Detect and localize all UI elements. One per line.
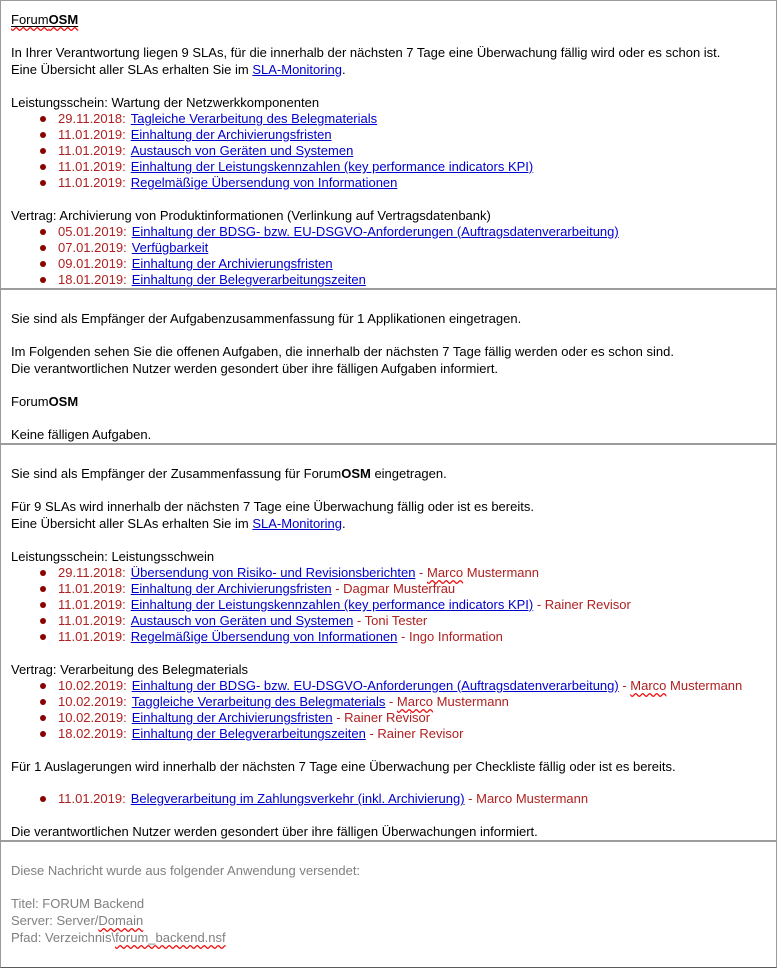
bullet-icon	[40, 699, 46, 705]
responsible-name: Ingo Information	[408, 629, 503, 644]
bullet-icon	[40, 618, 46, 624]
brand-bold: OSM	[48, 12, 79, 27]
group-heading-leistungsschwein: Leistungsschein: Leistungsschwein	[11, 549, 215, 564]
summary-line2-suffix: .	[341, 516, 346, 531]
due-date: 18.02.2019:	[58, 726, 127, 741]
bullet-icon	[40, 634, 46, 640]
bullet-icon	[40, 245, 46, 251]
brand-bold: OSM	[48, 394, 79, 409]
intro-line2	[11, 61, 768, 78]
section-divider	[1, 288, 776, 290]
tasks-info-line2: Die verantwortlichen Nutzer werden gesondert über ihre fälligen Aufgaben informiert.	[11, 361, 499, 376]
section-divider	[1, 840, 776, 842]
sla-link[interactable]: Einhaltung der Archivierungsfristen	[131, 256, 333, 271]
responsible-name: Mustermann	[666, 678, 743, 693]
bullet-icon	[40, 796, 46, 802]
sla-list-item	[1, 726, 776, 742]
sla-link[interactable]: Einhaltung der BDSG- bzw. EU-DSGVO-Anforderungen (Auftragsdatenverarbeitung)	[131, 678, 619, 693]
due-date: 11.01.2019:	[58, 597, 126, 612]
name-separator: -	[331, 581, 344, 596]
due-date: 10.02.2019:	[58, 710, 127, 725]
sla-link[interactable]: Übersendung von Risiko- und Revisionsberichten	[130, 565, 416, 580]
due-date: 07.01.2019:	[58, 240, 127, 255]
footer-pfad-prefix: Pfad: Verzeichnis\	[11, 930, 116, 945]
due-date: 29.11.2018:	[58, 111, 126, 126]
responsible-name: Mustermann	[463, 565, 539, 580]
due-date: 18.01.2019:	[58, 272, 127, 287]
due-date: 29.11.2018:	[58, 565, 126, 580]
summary-p1-suffix: eingetragen.	[370, 466, 447, 481]
section-divider	[1, 443, 776, 445]
name-separator: -	[397, 629, 409, 644]
name-separator: -	[464, 791, 477, 806]
brand-bold: OSM	[341, 466, 371, 481]
sla-list-item	[1, 224, 776, 240]
sla-link[interactable]: Einhaltung der Belegverarbeitungszeiten	[131, 726, 366, 741]
sla-list-vertrag-beleg	[1, 678, 776, 742]
summary-overview-paragraph	[11, 498, 768, 532]
sla-link[interactable]: Taggleiche Verarbeitung des Belegmaterials	[131, 694, 386, 709]
brand-prefix: Forum	[303, 466, 342, 481]
summary-recipient-paragraph	[11, 465, 768, 482]
sla-list-item	[1, 678, 776, 694]
bullet-icon	[40, 715, 46, 721]
bullet-icon	[40, 731, 46, 737]
responsible-name: Toni Tester	[364, 613, 428, 628]
due-date: 05.01.2019:	[58, 224, 127, 239]
bullet-icon	[40, 164, 46, 170]
responsible-name: Rainer Revisor	[544, 597, 631, 612]
bullet-icon	[40, 277, 46, 283]
intro-line2-suffix: .	[341, 62, 346, 77]
sla-list-item	[1, 111, 776, 127]
sla-list-item	[1, 791, 776, 807]
sla-link[interactable]: Einhaltung der Archivierungsfristen	[130, 127, 332, 142]
bullet-icon	[40, 570, 46, 576]
due-date: 10.02.2019:	[58, 694, 127, 709]
sla-list-item	[1, 175, 776, 191]
sla-list-item	[1, 597, 776, 613]
bullet-icon	[40, 602, 46, 608]
checklist-info-paragraph: Die verantwortlichen Nutzer werden gesondert über ihre fälligen Überwachungen informiert.	[11, 824, 538, 839]
sla-link[interactable]: Einhaltung der Archivierungsfristen	[130, 581, 332, 596]
due-date: 11.01.2019:	[58, 581, 126, 596]
sla-link[interactable]: Austausch von Geräten und Systemen	[130, 143, 354, 158]
bullet-icon	[40, 180, 46, 186]
due-date: 11.01.2019:	[58, 127, 126, 142]
responsible-name-misspelled: Marco	[396, 694, 434, 709]
no-due-tasks-text: Keine fälligen Aufgaben.	[11, 427, 152, 442]
group-heading-netzwerk: Leistungsschein: Wartung der Netzwerkkomponenten	[11, 95, 320, 110]
name-separator: -	[365, 726, 378, 741]
footer-server-domain-misspelled: Domain	[98, 913, 144, 928]
due-date: 11.01.2019:	[58, 159, 126, 174]
sla-link[interactable]: Einhaltung der Archivierungsfristen	[131, 710, 333, 725]
sla-list-leistungsschwein	[1, 565, 776, 645]
name-separator: -	[353, 613, 365, 628]
sla-list-item	[1, 694, 776, 710]
app-title-header	[11, 11, 768, 28]
due-date: 11.01.2019:	[58, 629, 126, 644]
tasks-info-paragraph	[11, 343, 768, 377]
sla-list-item	[1, 710, 776, 726]
brand-prefix: Forum	[11, 394, 49, 409]
sla-link[interactable]: Einhaltung der BDSG- bzw. EU-DSGVO-Anforderungen (Auftragsdatenverarbeitung)	[131, 224, 619, 239]
name-separator: -	[533, 597, 545, 612]
responsible-name: Rainer Revisor	[344, 710, 431, 725]
sla-link[interactable]: Einhaltung der Belegverarbeitungszeiten	[131, 272, 366, 287]
footer-server-prefix: Server: Server/	[11, 913, 99, 928]
sla-link[interactable]: Regelmäßige Übersendung von Informationen	[130, 629, 398, 644]
brand-prefix: Forum	[11, 12, 49, 27]
responsible-name: Dagmar Musterfrau	[343, 581, 456, 596]
sla-list-item	[1, 629, 776, 645]
sla-list-item	[1, 143, 776, 159]
sla-list-item	[1, 256, 776, 272]
bullet-icon	[40, 683, 46, 689]
footer	[1, 862, 776, 946]
intro-line2-prefix: Eine Übersicht aller SLAs erhalten Sie im	[11, 62, 253, 77]
due-date: 11.01.2019:	[58, 791, 126, 806]
bullet-icon	[40, 116, 46, 122]
sla-link[interactable]: Einhaltung der Leistungskennzahlen (key performance indicators KPI)	[130, 597, 534, 612]
responsible-name-misspelled: Marco	[630, 678, 667, 693]
sla-link[interactable]: Tagleiche Verarbeitung des Belegmaterials	[130, 111, 378, 126]
responsible-name: Marco Mustermann	[476, 791, 589, 806]
sla-list-item	[1, 565, 776, 581]
sla-link[interactable]: Belegverarbeitung im Zahlungsverkehr (inkl. Archivierung)	[130, 791, 465, 806]
bullet-icon	[40, 132, 46, 138]
group-heading-vertrag-archivierung: Vertrag: Archivierung von Produktinformationen (Verlinkung auf Vertragsdatenbank)	[11, 208, 491, 223]
name-separator: -	[385, 694, 397, 709]
sla-monitoring-link[interactable]: SLA-Monitoring	[252, 516, 342, 531]
bullet-icon	[40, 229, 46, 235]
sla-list-item	[1, 272, 776, 288]
footer-pfad-line	[11, 929, 768, 946]
responsible-name: Mustermann	[433, 694, 509, 709]
due-date: 11.01.2019:	[58, 613, 126, 628]
due-date: 11.01.2019:	[58, 143, 126, 158]
sla-list-item	[1, 127, 776, 143]
app-title-tasks	[11, 393, 768, 410]
footer-pfad-file-misspelled: forum_backend.nsf	[115, 930, 226, 945]
intro-paragraph	[11, 44, 768, 78]
due-date: 09.01.2019:	[58, 256, 127, 271]
sla-list-netzwerk	[1, 111, 776, 191]
summary-p1-prefix: Sie sind als Empfänger der Zusammenfassung für	[11, 466, 304, 481]
bullet-icon	[40, 261, 46, 267]
responsible-name: Rainer Revisor	[377, 726, 464, 741]
responsible-name-misspelled: Marco	[427, 565, 464, 580]
footer-app-details	[11, 895, 768, 946]
summary-line1: Für 9 SLAs wird innerhalb der nächsten 7 Tage eine Überwachung fällig oder ist es bereits.	[11, 499, 534, 514]
bullet-icon	[40, 586, 46, 592]
sla-list-item	[1, 240, 776, 256]
name-separator: -	[618, 678, 631, 693]
due-date: 11.01.2019:	[58, 175, 126, 190]
summary-line2-prefix: Eine Übersicht aller SLAs erhalten Sie im	[11, 516, 253, 531]
bullet-icon	[40, 148, 46, 154]
checklist-paragraph: Für 1 Auslagerungen wird innerhalb der nächsten 7 Tage eine Überwachung per Checkliste fällig oder ist es bereits.	[11, 759, 676, 774]
sla-link[interactable]: Einhaltung der Leistungskennzahlen (key performance indicators KPI)	[130, 159, 534, 174]
tasks-recipient-paragraph: Sie sind als Empfänger der Aufgabenzusammenfassung für 1 Applikationen eingetragen.	[11, 311, 522, 326]
footer-server-line	[11, 912, 768, 929]
name-separator: -	[332, 710, 345, 725]
sla-monitoring-link[interactable]: SLA-Monitoring	[252, 62, 342, 77]
sla-list-item	[1, 159, 776, 175]
group-heading-vertrag-beleg: Vertrag: Verarbeitung des Belegmaterials	[11, 662, 249, 677]
sla-link[interactable]: Verfügbarkeit	[131, 240, 209, 255]
sla-list-vertrag-archivierung	[1, 224, 776, 288]
sla-link[interactable]: Austausch von Geräten und Systemen	[130, 613, 354, 628]
footer-titel-line: Titel: FORUM Backend	[11, 896, 145, 911]
due-date: 10.02.2019:	[58, 678, 127, 693]
sla-list-item	[1, 581, 776, 597]
summary-line2	[11, 515, 768, 532]
sla-link[interactable]: Regelmäßige Übersendung von Informationen	[130, 175, 398, 190]
intro-line1: In Ihrer Verantwortung liegen 9 SLAs, für die innerhalb der nächsten 7 Tage eine Überwachung fällig wird oder es schon ist.	[11, 45, 721, 60]
footer-sent-from-text: Diese Nachricht wurde aus folgender Anwendung versendet:	[11, 863, 361, 878]
tasks-info-line1: Im Folgenden sehen Sie die offenen Aufgaben, die innerhalb der nächsten 7 Tage fällig werden oder es schon sind.	[11, 344, 674, 359]
sla-list-item	[1, 613, 776, 629]
name-separator: -	[415, 565, 427, 580]
